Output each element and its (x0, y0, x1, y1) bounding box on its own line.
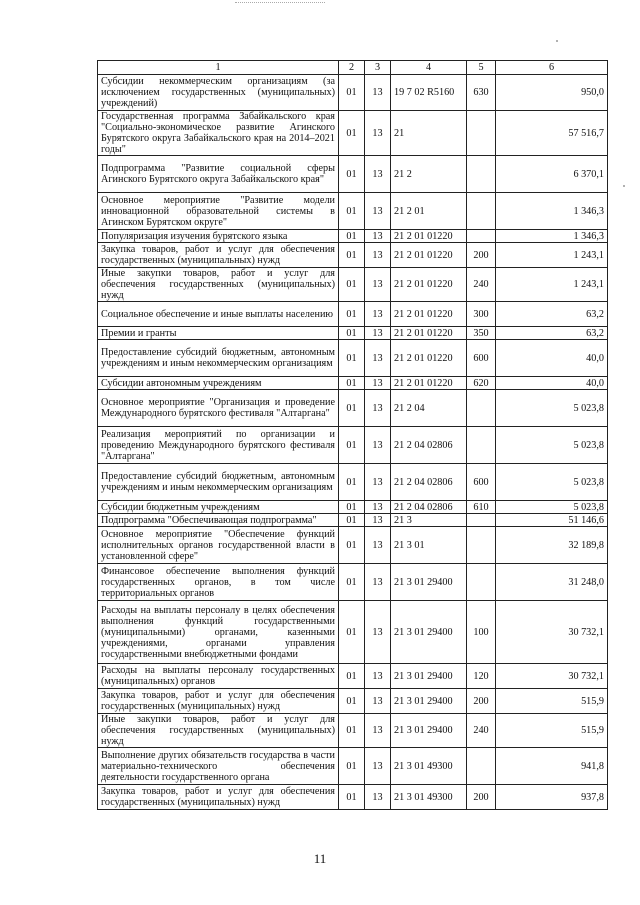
row-subsection-cell: 13 (365, 390, 391, 427)
row-section-cell: 01 (339, 377, 365, 390)
table-row (98, 601, 608, 664)
row-target-code-cell: 21 3 01 29400 (391, 689, 467, 714)
row-name-cell: Подпрограмма "Развитие социальной сферы Агинского Бурятского округа Забайкальского края" (98, 156, 339, 193)
row-subsection-cell: 13 (365, 193, 391, 230)
row-target-code-cell: 21 2 04 (391, 390, 467, 427)
row-amount-cell: 30 732,1 (496, 664, 608, 689)
row-section-cell: 01 (339, 340, 365, 377)
row-name-cell: Финансовое обеспечение выполнения функций государственных органов, в том числе территориальных органов (98, 564, 339, 601)
row-amount-cell: 32 189,8 (496, 527, 608, 564)
row-section-cell: 01 (339, 427, 365, 464)
row-section-cell: 01 (339, 564, 365, 601)
row-amount-cell: 1 243,1 (496, 243, 608, 268)
row-expense-type-cell (467, 230, 496, 243)
row-expense-type-cell: 200 (467, 243, 496, 268)
column-header: 4 (391, 61, 467, 75)
row-section-cell: 01 (339, 664, 365, 689)
table-row (98, 75, 608, 111)
row-expense-type-cell (467, 564, 496, 601)
row-subsection-cell: 13 (365, 601, 391, 664)
row-section-cell: 01 (339, 243, 365, 268)
row-section-cell: 01 (339, 514, 365, 527)
row-name-cell: Расходы на выплаты персоналу государственных (муниципальных) органов (98, 664, 339, 689)
row-subsection-cell: 13 (365, 714, 391, 748)
row-amount-cell: 57 516,7 (496, 111, 608, 156)
row-amount-cell: 5 023,8 (496, 390, 608, 427)
row-section-cell: 01 (339, 601, 365, 664)
row-target-code-cell: 19 7 02 R5160 (391, 75, 467, 111)
row-subsection-cell: 13 (365, 464, 391, 501)
row-section-cell: 01 (339, 327, 365, 340)
row-target-code-cell: 21 3 01 29400 (391, 601, 467, 664)
row-amount-cell: 31 248,0 (496, 564, 608, 601)
row-amount-cell: 515,9 (496, 689, 608, 714)
row-section-cell: 01 (339, 748, 365, 785)
row-target-code-cell: 21 2 01 01220 (391, 377, 467, 390)
row-expense-type-cell: 610 (467, 501, 496, 514)
row-expense-type-cell (467, 527, 496, 564)
row-target-code-cell: 21 3 01 (391, 527, 467, 564)
column-header: 3 (365, 61, 391, 75)
row-expense-type-cell: 240 (467, 268, 496, 302)
row-name-cell: Закупка товаров, работ и услуг для обеспечения государственных (муниципальных) нужд (98, 785, 339, 810)
row-section-cell: 01 (339, 785, 365, 810)
column-header: 6 (496, 61, 608, 75)
row-target-code-cell: 21 2 01 01220 (391, 302, 467, 327)
row-target-code-cell: 21 2 04 02806 (391, 464, 467, 501)
column-header: 5 (467, 61, 496, 75)
row-amount-cell: 941,8 (496, 748, 608, 785)
row-subsection-cell: 13 (365, 527, 391, 564)
row-name-cell: Иные закупки товаров, работ и услуг для обеспечения государственных (муниципальных) нужд (98, 268, 339, 302)
row-subsection-cell: 13 (365, 664, 391, 689)
table-row (98, 111, 608, 156)
table-row (98, 564, 608, 601)
table-row (98, 464, 608, 501)
table-row (98, 230, 608, 243)
row-subsection-cell: 13 (365, 427, 391, 464)
row-name-cell: Предоставление субсидий бюджетным, автономным учреждениям и иным некоммерческим организациям (98, 464, 339, 501)
table-row (98, 243, 608, 268)
row-section-cell: 01 (339, 689, 365, 714)
scan-artifact (235, 2, 325, 6)
row-target-code-cell: 21 3 01 49300 (391, 748, 467, 785)
scan-artifact (623, 185, 625, 187)
row-amount-cell: 63,2 (496, 327, 608, 340)
row-target-code-cell: 21 3 01 29400 (391, 714, 467, 748)
row-expense-type-cell: 240 (467, 714, 496, 748)
row-subsection-cell: 13 (365, 514, 391, 527)
row-name-cell: Субсидии некоммерческим организациям (за исключением государственных (муниципальных) учреждений) (98, 75, 339, 111)
row-target-code-cell: 21 2 04 02806 (391, 427, 467, 464)
scan-artifact (556, 40, 558, 42)
row-subsection-cell: 13 (365, 327, 391, 340)
row-section-cell: 01 (339, 156, 365, 193)
row-expense-type-cell: 620 (467, 377, 496, 390)
row-name-cell: Государственная программа Забайкальского края "Социально-экономическое развитие Агинского Бурятского округа Забайкальского края на 2014–2021 годы" (98, 111, 339, 156)
column-header: 2 (339, 61, 365, 75)
row-name-cell: Основное мероприятие "Обеспечение функций исполнительных органов государственной власти в установленной сфере" (98, 527, 339, 564)
table-row (98, 327, 608, 340)
row-expense-type-cell: 120 (467, 664, 496, 689)
row-expense-type-cell (467, 427, 496, 464)
table-row (98, 714, 608, 748)
table-row (98, 501, 608, 514)
table-row (98, 156, 608, 193)
table-row (98, 193, 608, 230)
row-section-cell: 01 (339, 302, 365, 327)
table-row (98, 785, 608, 810)
row-expense-type-cell (467, 514, 496, 527)
row-target-code-cell: 21 2 01 01220 (391, 268, 467, 302)
row-section-cell: 01 (339, 268, 365, 302)
table-row (98, 377, 608, 390)
row-expense-type-cell: 600 (467, 340, 496, 377)
table-row (98, 748, 608, 785)
row-expense-type-cell (467, 156, 496, 193)
row-subsection-cell: 13 (365, 377, 391, 390)
table-row (98, 268, 608, 302)
row-name-cell: Закупка товаров, работ и услуг для обеспечения государственных (муниципальных) нужд (98, 689, 339, 714)
row-subsection-cell: 13 (365, 75, 391, 111)
row-name-cell: Подпрограмма "Обеспечивающая подпрограмма" (98, 514, 339, 527)
row-amount-cell: 40,0 (496, 377, 608, 390)
row-amount-cell: 6 370,1 (496, 156, 608, 193)
row-amount-cell: 950,0 (496, 75, 608, 111)
table-header-row (98, 61, 608, 75)
row-subsection-cell: 13 (365, 748, 391, 785)
row-amount-cell: 1 243,1 (496, 268, 608, 302)
row-expense-type-cell: 350 (467, 327, 496, 340)
row-target-code-cell: 21 2 (391, 156, 467, 193)
row-subsection-cell: 13 (365, 340, 391, 377)
row-expense-type-cell: 200 (467, 785, 496, 810)
page-number: 11 (313, 851, 327, 866)
row-name-cell: Выполнение других обязательств государства в части материально-технического обеспечения деятельности государственного органа (98, 748, 339, 785)
row-amount-cell: 51 146,6 (496, 514, 608, 527)
table-row (98, 390, 608, 427)
row-name-cell: Субсидии автономным учреждениям (98, 377, 339, 390)
row-section-cell: 01 (339, 501, 365, 514)
row-subsection-cell: 13 (365, 156, 391, 193)
row-section-cell: 01 (339, 193, 365, 230)
row-expense-type-cell: 100 (467, 601, 496, 664)
row-amount-cell: 40,0 (496, 340, 608, 377)
row-amount-cell: 515,9 (496, 714, 608, 748)
row-subsection-cell: 13 (365, 243, 391, 268)
row-target-code-cell: 21 2 01 01220 (391, 243, 467, 268)
row-name-cell: Основное мероприятие "Развитие модели инновационной образовательной системы в Агинском Бурятском округе" (98, 193, 339, 230)
row-expense-type-cell (467, 193, 496, 230)
table-row (98, 340, 608, 377)
row-name-cell: Субсидии бюджетным учреждениям (98, 501, 339, 514)
budget-table (97, 60, 608, 810)
column-header: 1 (98, 61, 339, 75)
table-row (98, 514, 608, 527)
row-amount-cell: 30 732,1 (496, 601, 608, 664)
row-amount-cell: 937,8 (496, 785, 608, 810)
row-subsection-cell: 13 (365, 501, 391, 514)
row-name-cell: Расходы на выплаты персоналу в целях обеспечения выполнения функций государственными (муниципальными) органами, казенными учреждениями, органами управления государственными внебюджетными фондами (98, 601, 339, 664)
table-row (98, 527, 608, 564)
row-expense-type-cell: 630 (467, 75, 496, 111)
row-expense-type-cell (467, 390, 496, 427)
row-expense-type-cell (467, 111, 496, 156)
row-name-cell: Основное мероприятие "Организация и проведение Международного бурятского фестиваля "Алтаргана" (98, 390, 339, 427)
row-section-cell: 01 (339, 111, 365, 156)
row-section-cell: 01 (339, 714, 365, 748)
row-subsection-cell: 13 (365, 230, 391, 243)
row-subsection-cell: 13 (365, 111, 391, 156)
row-name-cell: Популяризация изучения бурятского языка (98, 230, 339, 243)
row-section-cell: 01 (339, 527, 365, 564)
row-target-code-cell: 21 3 (391, 514, 467, 527)
row-expense-type-cell: 200 (467, 689, 496, 714)
row-name-cell: Закупка товаров, работ и услуг для обеспечения государственных (муниципальных) нужд (98, 243, 339, 268)
row-amount-cell: 5 023,8 (496, 501, 608, 514)
row-target-code-cell: 21 2 01 01220 (391, 230, 467, 243)
row-target-code-cell: 21 (391, 111, 467, 156)
row-amount-cell: 5 023,8 (496, 464, 608, 501)
row-target-code-cell: 21 2 04 02806 (391, 501, 467, 514)
row-target-code-cell: 21 3 01 29400 (391, 664, 467, 689)
row-section-cell: 01 (339, 390, 365, 427)
row-subsection-cell: 13 (365, 302, 391, 327)
row-amount-cell: 5 023,8 (496, 427, 608, 464)
row-subsection-cell: 13 (365, 268, 391, 302)
row-subsection-cell: 13 (365, 689, 391, 714)
table-row (98, 302, 608, 327)
row-name-cell: Предоставление субсидий бюджетным, автономным учреждениям и иным некоммерческим организациям (98, 340, 339, 377)
row-name-cell: Реализация мероприятий по организации и проведению Международного бурятского фестиваля "Алтаргана" (98, 427, 339, 464)
row-target-code-cell: 21 3 01 49300 (391, 785, 467, 810)
row-subsection-cell: 13 (365, 785, 391, 810)
row-section-cell: 01 (339, 230, 365, 243)
row-name-cell: Социальное обеспечение и иные выплаты населению (98, 302, 339, 327)
row-target-code-cell: 21 2 01 (391, 193, 467, 230)
table-row (98, 664, 608, 689)
row-subsection-cell: 13 (365, 564, 391, 601)
row-section-cell: 01 (339, 464, 365, 501)
table-body (98, 75, 608, 810)
row-name-cell: Иные закупки товаров, работ и услуг для обеспечения государственных (муниципальных) нужд (98, 714, 339, 748)
row-expense-type-cell (467, 748, 496, 785)
row-expense-type-cell: 300 (467, 302, 496, 327)
row-target-code-cell: 21 2 01 01220 (391, 327, 467, 340)
row-name-cell: Премии и гранты (98, 327, 339, 340)
row-section-cell: 01 (339, 75, 365, 111)
row-expense-type-cell: 600 (467, 464, 496, 501)
table-row (98, 689, 608, 714)
row-amount-cell: 63,2 (496, 302, 608, 327)
row-target-code-cell: 21 2 01 01220 (391, 340, 467, 377)
row-target-code-cell: 21 3 01 29400 (391, 564, 467, 601)
row-amount-cell: 1 346,3 (496, 230, 608, 243)
table-row (98, 427, 608, 464)
row-amount-cell: 1 346,3 (496, 193, 608, 230)
